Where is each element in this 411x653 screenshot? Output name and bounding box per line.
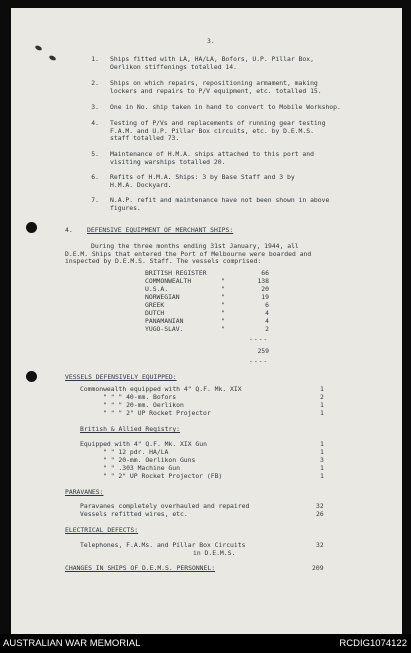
ditto-mark: ": [221, 309, 225, 317]
register-count: 138: [257, 277, 269, 285]
register-count: 19: [261, 293, 269, 301]
electrical-line: Telephones, F.A.Ms. and Pillar Box Circuits: [80, 541, 246, 549]
equipment-count: 2: [320, 393, 324, 401]
equipment-count: 1: [320, 464, 324, 472]
paravanes-line: Paravanes completely overhauled and repaired: [80, 502, 250, 510]
rule-line: ----: [249, 357, 269, 365]
item-number: 5.: [91, 150, 99, 158]
item-number: 7.: [91, 196, 99, 204]
register-count: 66: [261, 269, 269, 277]
item-line: Ships on which repairs, repositioning armament, making: [110, 79, 318, 87]
paravanes-line: Vessels refitted wires, etc.: [80, 510, 188, 518]
register-name: NORWEGIAN: [145, 293, 180, 301]
ditto-mark: ": [221, 317, 225, 325]
equipment-count: 1: [320, 409, 324, 417]
section-intro: [65, 243, 311, 266]
changes-count: 209: [312, 564, 324, 572]
register-name: PANAMANIAN: [145, 317, 184, 325]
ditto-mark: ": [221, 277, 225, 285]
ditto-mark: ": [221, 285, 225, 293]
register-row: [145, 326, 183, 334]
item-line: Maintenance of H.M.A. ships attached to this port and: [110, 150, 314, 158]
register-count: 6: [265, 301, 269, 309]
item-line: lockers and repairs to P/V equipment, etc. totalled 15.: [110, 86, 322, 95]
equipment-count: 1: [320, 385, 324, 393]
equipment-line: " " " 20-mm. Oerlikon: [103, 401, 184, 409]
equipment-count: 1: [320, 440, 324, 448]
changes-heading: CHANGES IN SHIPS OF D.E.M.S. PERSONNEL:: [65, 564, 216, 572]
item-line: F.A.M. and U.P. Pillar Box circuits, etc. by D.E.M.S.: [110, 126, 314, 135]
equipment-line: " " " 2" UP Rocket Projector: [103, 409, 211, 417]
equipment-count: 1: [320, 448, 324, 456]
register-name: BRITISH REGISTER: [145, 269, 207, 277]
ink-mark: [34, 45, 42, 52]
item-line: visiting warships totalled 20.: [110, 157, 226, 166]
item-line: Refits of H.M.A. Ships: 3 by Base Staff and 3 by: [110, 173, 295, 181]
intro-line: During the three months ending 31st January, 1944, all: [91, 242, 299, 250]
equipment-line: " " 12 pdr. HA/LA: [103, 448, 169, 456]
item-number: 2.: [91, 79, 99, 87]
register-total: 259: [257, 347, 269, 355]
electrical-heading: ELECTRICAL DEFECTS:: [65, 526, 139, 534]
item-number: 1.: [91, 55, 99, 63]
item-number: 4.: [91, 119, 99, 127]
register-count: 4: [265, 317, 269, 325]
equipment-line: " " 2" UP Rocket Projector (FB): [103, 472, 223, 480]
intro-line: inspected by D.E.M.S. Staff. The vessels comprised:: [65, 257, 262, 266]
archive-footer: [0, 634, 411, 653]
rule-line: ----: [249, 335, 269, 343]
item-number: 3.: [91, 103, 99, 111]
intro-line: D.E.M. Ships that entered the Port of Melbourne were boarded and: [65, 249, 312, 258]
register-name: GREEK: [145, 301, 165, 309]
ditto-mark: ": [221, 301, 225, 309]
equipment-line: Commonwealth equipped with 4" Q.F. Mk. XIX: [80, 385, 242, 393]
item-line: Ships fitted with LA, HA/LA, Bofors, U.P. Pillar Box,: [110, 55, 314, 63]
equipment-count: 1: [320, 401, 324, 409]
item-line: figures.: [110, 203, 141, 212]
equipment-line: " " .303 Machine Gun: [103, 464, 180, 472]
electrical-count: 32: [316, 541, 324, 549]
register-name: YUGO-SLAV.: [145, 325, 184, 333]
equipment-count: 3: [320, 456, 324, 464]
paravanes-count: 32: [316, 502, 324, 510]
equipment-count: 1: [320, 472, 324, 480]
equipment-line: " " 20-mm. Oerlikon Guns: [103, 456, 196, 464]
register-name: COMMONWEALTH: [145, 277, 192, 285]
punch-hole: [26, 222, 37, 233]
footer-source: AUSTRALIAN WAR MEMORIAL: [3, 638, 141, 649]
register-count: 2: [265, 325, 269, 333]
document-page: [11, 8, 402, 634]
item-line: H.M.A. Dockyard.: [110, 180, 172, 189]
ink-mark: [48, 55, 56, 62]
item-line: Testing of P/Vs and replacements of running gear testing: [110, 119, 326, 127]
register-count: 4: [265, 309, 269, 317]
vessels-heading: VESSELS DEFENSIVELY EQUIPPED:: [65, 373, 177, 381]
allied-heading: British & Allied Registry:: [80, 425, 181, 433]
footer-record-id: RCDIG1074122: [339, 638, 407, 649]
punch-hole: [26, 371, 37, 382]
item-line: Oerlikon stiffenings totalled 14.: [110, 62, 237, 71]
page-number: 3.: [207, 37, 215, 45]
register-name: U.S.A.: [145, 285, 169, 293]
ditto-mark: ": [221, 293, 225, 301]
paravanes-count: 26: [316, 510, 324, 518]
paravanes-heading: PARAVANES:: [65, 488, 104, 496]
electrical-line: in D.E.M.S.: [193, 549, 236, 557]
register-count: 20: [261, 285, 269, 293]
ditto-mark: ": [221, 325, 225, 333]
register-name: DUTCH: [145, 309, 165, 317]
item-line: N.A.P. refit and maintenance have not been shown in above: [110, 196, 330, 204]
equipment-line: Equipped with 4" Q.F. Mk. XIX Gun: [80, 440, 207, 448]
item-line: One in No. ship taken in hand to convert to Mobile Workshop.: [110, 103, 341, 111]
item-number: 6.: [91, 173, 99, 181]
item-line: staff totalled 73.: [110, 134, 180, 143]
section-heading: DEFENSIVE EQUIPMENT OF MERCHANT SHIPS:: [87, 226, 234, 234]
equipment-line: " " " 40-mm. Bofors: [103, 393, 177, 401]
section-number: 4.: [65, 226, 73, 234]
